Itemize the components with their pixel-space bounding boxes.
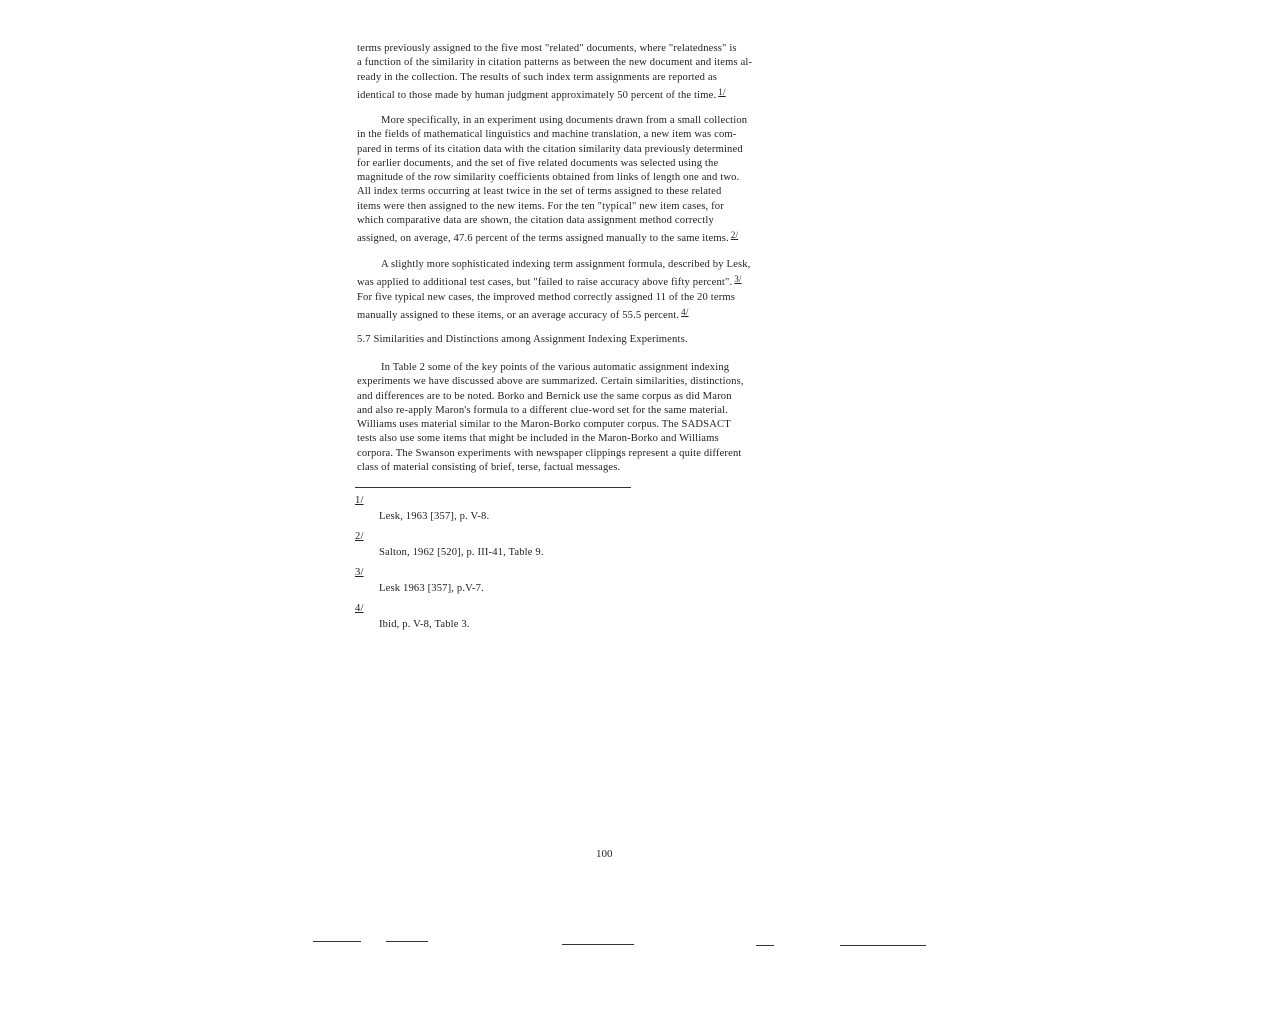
text-line: for earlier documents, and the set of five related documents was selected using the [357, 157, 719, 169]
footnote-text: Ibid, p. V-8, Table 3. [379, 619, 470, 630]
scan-artifact-line [562, 944, 634, 945]
text-line: identical to those made by human judgment approximately 50 percent of the time. $^{1/}$ [357, 86, 726, 101]
text-line: ready in the collection. The results of such index term assignments are reported as [357, 71, 717, 83]
page-number: 100 [596, 848, 613, 860]
text-line: assigned, on average, 47.6 percent of the terms assigned manually to the same items. $^{2/}$ [357, 230, 739, 245]
paragraph-1 [357, 42, 752, 103]
text-line: tests also use some items that might be included in the Maron-Borko and Williams [357, 433, 719, 445]
footnote-marker: 2/ [355, 531, 364, 542]
footnote-ref-1: 1/ [718, 86, 726, 97]
scan-artifact-line [756, 945, 774, 946]
text-line: items were then assigned to the new items. For the ten "typical" new item cases, for [357, 200, 724, 212]
text-line: A slightly more sophisticated indexing term assignment formula, described by Lesk, [381, 259, 751, 270]
text-line: in the fields of mathematical linguistics and machine translation, a new item was com- [357, 129, 737, 141]
footnote-ref-4: 4/ [681, 306, 689, 317]
text-line: experiments we have discussed above are summarized. Certain similarities, distinctions, [357, 376, 744, 388]
footnote-divider [355, 487, 631, 488]
text-line: manually assigned to these items, or an average accuracy of 55.5 percent. $^{4/}$ [357, 306, 689, 321]
footnote-ref-2: 2/ [730, 230, 739, 241]
footnote-text: Salton, 1962 [520], p. III-41, Table 9. [379, 547, 544, 558]
scan-artifact-line [840, 945, 926, 946]
footnote-text: Lesk 1963 [357], p.V-7. [379, 583, 484, 594]
text-line: Williams uses material similar to the Maron-Borko computer corpus. The SADSACT [357, 419, 731, 431]
text-line: magnitude of the row similarity coefficients obtained from links of length one and two. [357, 172, 740, 184]
text-line: pared in terms of its citation data with the citation similarity data previously determined [357, 143, 743, 155]
text-line: terms previously assigned to the five most "related" documents, where "relatedness" is [357, 43, 737, 54]
text-line: and differences are to be noted. Borko and Bernick use the same corpus as did Maron [357, 390, 732, 402]
footnote-ref-3: 3/ [734, 274, 742, 285]
text-line: More specifically, in an experiment using documents drawn from a small collection [381, 115, 748, 126]
paragraph-2 [357, 114, 747, 247]
text-line: For five typical new cases, the improved method correctly assigned 11 of the 20 terms [357, 291, 736, 303]
text-line: All index terms occurring at least twice in the set of terms assigned to these related [357, 186, 722, 198]
section-heading: 5.7 Similarities and Distinctions among Assignment Indexing Experiments. [357, 334, 688, 345]
footnote-text: Lesk, 1963 [357], p. V-8. [379, 511, 490, 522]
scan-artifact-line [386, 941, 428, 942]
text-line: In Table 2 some of the key points of the various automatic assignment indexing [381, 362, 730, 373]
text-line: corpora. The Swanson experiments with newspaper clippings represent a quite different [357, 447, 742, 459]
text-line: a function of the similarity in citation patterns as between the new document and items al- [357, 57, 753, 69]
scan-artifact-line [313, 941, 361, 942]
text-line: class of material consisting of brief, terse, factual messages. [357, 462, 621, 474]
paragraph-3 [357, 258, 750, 323]
footnote-marker: 4/ [355, 603, 364, 614]
paragraph-4 [357, 361, 744, 475]
text-line: and also re-apply Maron's formula to a different clue-word set for the same material. [357, 404, 728, 416]
footnote-marker: 3/ [355, 567, 364, 578]
text-line: was applied to additional test cases, but "failed to raise accuracy above fifty percent". $^{3/}$ [357, 274, 742, 289]
footnote-marker: 1/ [355, 495, 364, 506]
text-line: which comparative data are shown, the citation data assignment method correctly [357, 215, 714, 227]
